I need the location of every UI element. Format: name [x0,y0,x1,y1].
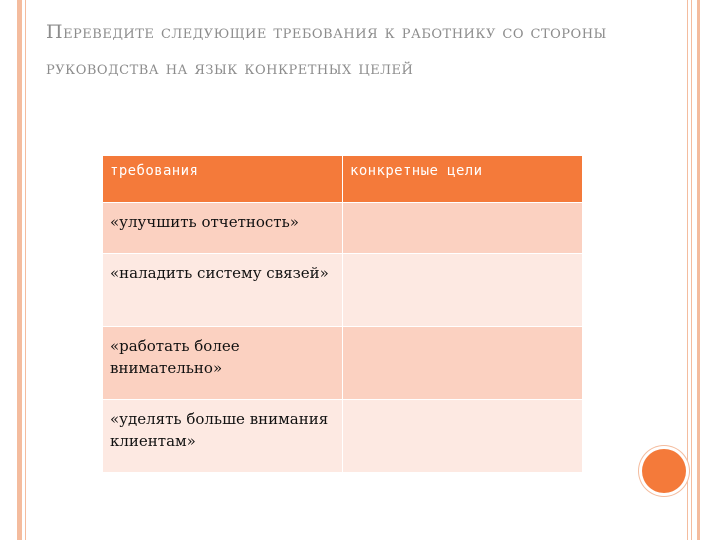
header-specific-goals: конкретные цели [342,156,582,203]
right-decorative-rule-3 [697,0,700,540]
requirement-cell: «улучшить отчетность» [102,203,342,254]
slide-title: Переведите следующие требования к работнику со стороны руководства на язык конкретных целей [46,21,607,79]
decorative-circle-icon [642,449,686,493]
requirement-cell: «наладить систему связей» [102,254,342,327]
goal-cell[interactable] [342,203,582,254]
left-decorative-rule [17,0,22,540]
table-row [102,203,582,254]
goal-cell[interactable] [342,254,582,327]
goal-cell[interactable] [342,400,582,473]
table-row [102,254,582,327]
table-row [102,327,582,400]
right-decorative-rule-1 [687,0,688,540]
requirement-cell: «работать более внимательно» [102,327,342,400]
table-header-row [102,156,582,203]
left-decorative-thin-rule [25,0,26,540]
goal-cell[interactable] [342,327,582,400]
requirements-table [102,156,582,473]
requirement-cell: «уделять больше внимания клиентам» [102,400,342,473]
header-requirements: требования [102,156,342,203]
right-decorative-rule-2 [691,0,692,540]
table-row [102,400,582,473]
